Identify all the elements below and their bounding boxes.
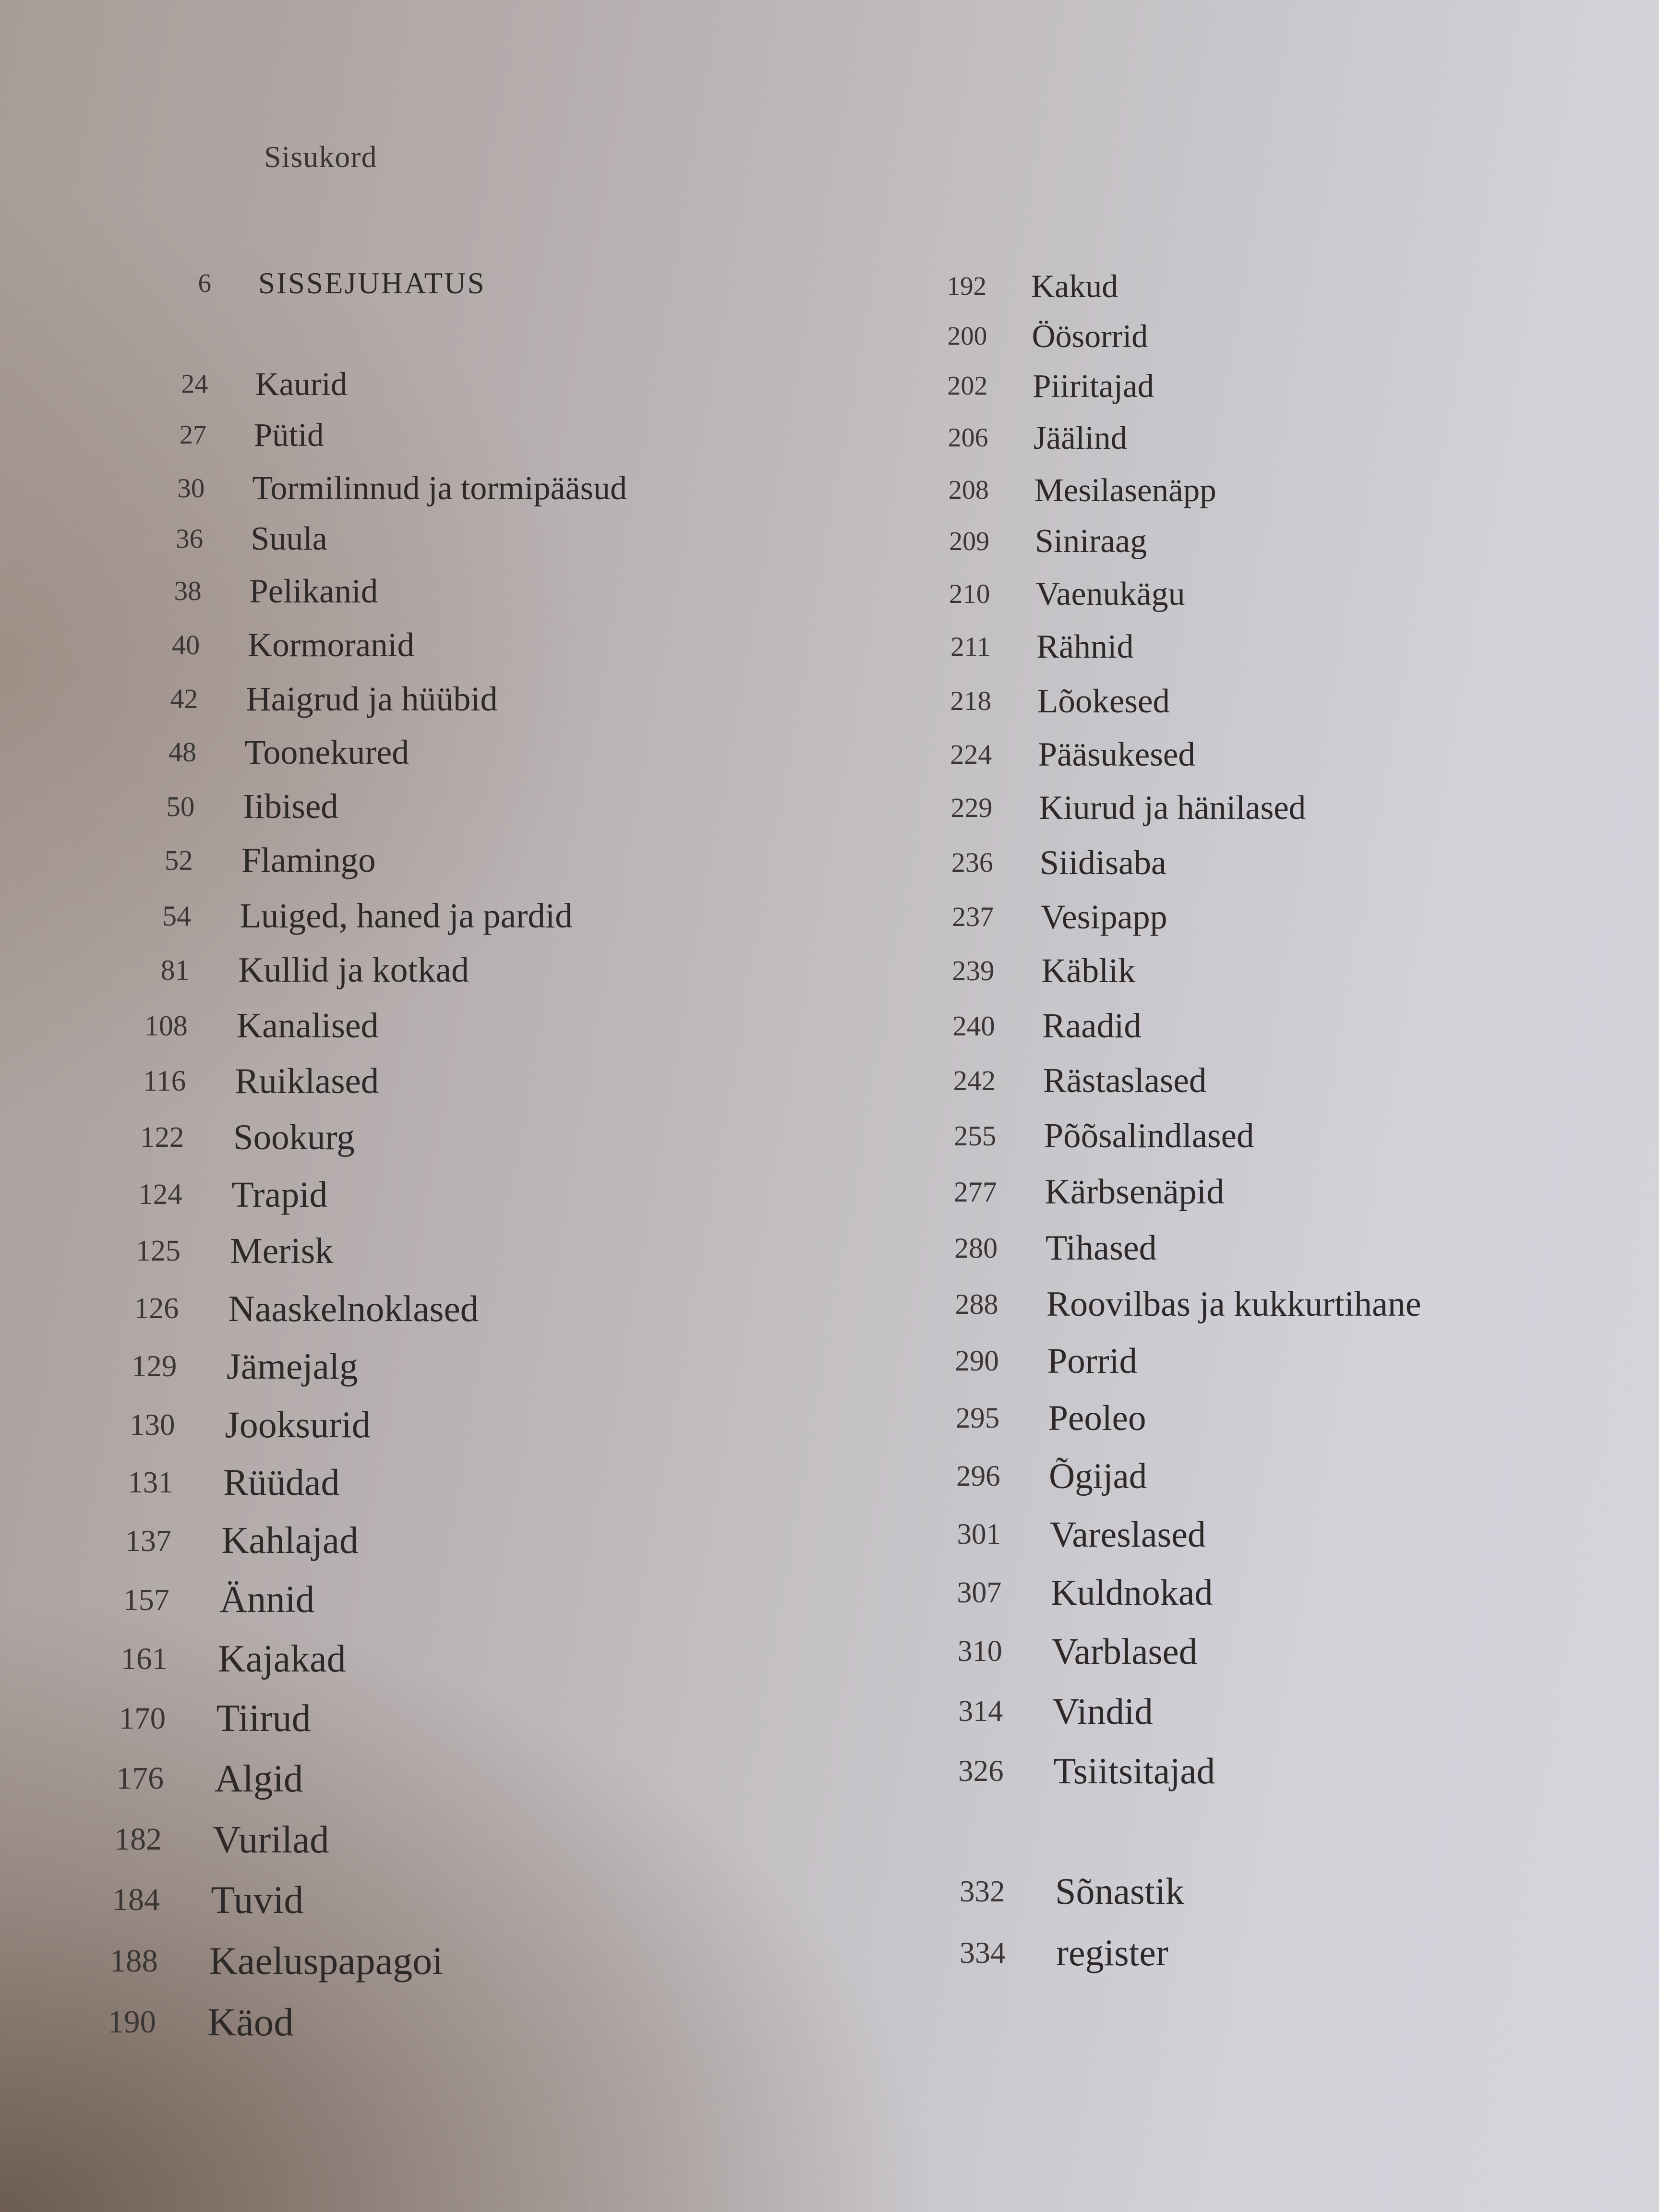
- toc-entry: [0, 1870, 1659, 1913]
- toc-entry: [0, 949, 1659, 992]
- toc-page-number: 307: [957, 1576, 1002, 1609]
- toc-page-number: 326: [958, 1754, 1004, 1788]
- toc-page-number: 24: [181, 369, 208, 399]
- toc-entry: [0, 364, 1659, 408]
- toc-page-number: 108: [144, 1010, 188, 1042]
- toc-entry: [0, 469, 1659, 512]
- toc-entry-title: Öösorrid: [1032, 318, 1148, 354]
- toc-entry-title: Siidisaba: [1039, 843, 1166, 882]
- toc-page-number: 237: [952, 901, 994, 932]
- toc-entry-title: Varblased: [1051, 1631, 1198, 1672]
- toc-page-number: 30: [177, 473, 205, 504]
- toc-entry-title: Roovilbas ja kukkurtihane: [1046, 1285, 1421, 1324]
- toc-entry: [0, 1818, 1659, 1861]
- toc-page-number: 240: [952, 1010, 995, 1042]
- toc-page-number: 50: [166, 791, 195, 822]
- toc-entry-title: Tiirud: [216, 1697, 311, 1740]
- toc-page-number: 229: [950, 792, 993, 823]
- toc-entry-title: Naaskelnoklased: [228, 1288, 479, 1329]
- toc-entry-title: Vurilad: [213, 1818, 329, 1861]
- toc-entry-title: Põõsalindlased: [1044, 1116, 1254, 1155]
- toc-page-number: 295: [955, 1402, 1000, 1434]
- toc-entry-title: SISSEJUHATUS: [258, 266, 486, 300]
- toc-entry-title: Kakud: [1031, 268, 1118, 304]
- toc-entry-title: Vareslased: [1049, 1515, 1206, 1555]
- toc-entry-title: Pelikanid: [249, 573, 378, 610]
- toc-page-number: 6: [198, 268, 211, 298]
- toc-page-number: 38: [174, 576, 202, 606]
- toc-entry-title: Kanalised: [236, 1006, 379, 1046]
- toc-page-number: 130: [130, 1408, 175, 1442]
- toc-page-number: 122: [140, 1121, 184, 1154]
- toc-entry-title: Käod: [207, 2000, 294, 2044]
- toc-page-number: 277: [953, 1176, 997, 1208]
- toc-entry-title: Kärbsenäpid: [1045, 1172, 1225, 1212]
- toc-entry-title: Ännid: [219, 1579, 315, 1621]
- toc-entry: [0, 1059, 1659, 1102]
- toc-entry-title: Vaenukägu: [1035, 576, 1185, 613]
- toc-page-number: 334: [960, 1936, 1006, 1970]
- toc-entry-title: Luiged, haned ja pardid: [240, 896, 573, 935]
- toc-entry-title: Pütid: [253, 417, 324, 453]
- toc-entry: [0, 895, 1659, 938]
- toc-entry-title: Merisk: [230, 1231, 334, 1271]
- toc-entry: [0, 314, 1659, 358]
- toc-entry-title: Tormilinnud ja tormipääsud: [252, 470, 627, 507]
- toc-entry-title: Rüüdad: [223, 1461, 340, 1503]
- toc-entry: [0, 1004, 1659, 1047]
- toc-entry-title: register: [1056, 1932, 1168, 1973]
- toc-entry-title: Pääsukesed: [1038, 736, 1195, 773]
- toc-entry: [0, 1114, 1659, 1157]
- toc-page-number: 296: [956, 1460, 1000, 1492]
- toc-page-number: 137: [125, 1524, 171, 1558]
- toc-page-number: 176: [116, 1761, 164, 1796]
- toc-page-number: 255: [953, 1120, 997, 1152]
- toc-entry-title: Porrid: [1047, 1341, 1138, 1381]
- toc-entry: [0, 520, 1659, 563]
- toc-entry-title: Kajakad: [218, 1638, 346, 1680]
- toc-entry: [0, 416, 1659, 459]
- toc-entry-title: Vesipapp: [1040, 898, 1167, 936]
- toc-entry-title: Sõnastik: [1055, 1870, 1184, 1912]
- toc-page-number: 161: [120, 1642, 168, 1676]
- toc-page-number: 36: [176, 524, 204, 554]
- toc-entry: [0, 733, 1659, 776]
- toc-page-number: 129: [131, 1349, 177, 1383]
- toc-entry-title: Kormoranid: [247, 626, 414, 664]
- toc-page-number: 124: [138, 1178, 182, 1211]
- toc-entry-title: Kahlajad: [221, 1520, 359, 1562]
- toc-entry: [0, 1397, 1659, 1440]
- toc-page-number: 332: [960, 1875, 1005, 1908]
- toc-entry: [0, 2000, 1659, 2044]
- toc-page-number: 42: [170, 683, 198, 714]
- toc-entry-title: Siniraag: [1034, 523, 1147, 560]
- toc-page-number: 182: [114, 1822, 162, 1857]
- toc-entry-title: Kiurud ja hänilased: [1039, 789, 1306, 827]
- toc-entry-title: Käblik: [1041, 951, 1136, 990]
- toc-page-number: 236: [951, 847, 993, 878]
- toc-page-number: 290: [955, 1345, 999, 1377]
- toc-entry: [0, 1455, 1659, 1498]
- toc-entry-title: Tihased: [1046, 1228, 1157, 1268]
- toc-entry: [0, 625, 1659, 669]
- toc-entry: [0, 1340, 1659, 1383]
- toc-entry-title: Õgijad: [1049, 1456, 1147, 1496]
- toc-page-number: 224: [950, 739, 992, 770]
- toc-entry-title: Rähnid: [1036, 628, 1134, 665]
- toc-page-number: 218: [950, 686, 991, 716]
- toc-entry-title: Jämejalg: [226, 1346, 358, 1387]
- toc-entry-title: Tuvid: [211, 1878, 304, 1922]
- toc-page-number: 242: [953, 1065, 996, 1096]
- toc-page-number: 131: [128, 1466, 173, 1499]
- toc-entry-title: Rästaslased: [1043, 1061, 1207, 1100]
- toc-page-number: 202: [947, 371, 988, 401]
- toc-entry-title: Sookurg: [233, 1118, 355, 1157]
- toc-entry-title: Haigrud ja hüübid: [246, 680, 498, 718]
- toc-entry-title: Vindid: [1052, 1691, 1153, 1732]
- toc-entry: [0, 1749, 1659, 1792]
- toc-page-number: 184: [112, 1882, 160, 1917]
- toc-page-number: 239: [951, 955, 995, 986]
- toc-entry: [0, 680, 1659, 723]
- toc-entry-title: Toonekured: [244, 733, 409, 771]
- toc-entry: [0, 786, 1659, 830]
- toc-entry: [0, 1170, 1659, 1214]
- toc-entry: [0, 1513, 1659, 1556]
- toc-page-number: 288: [955, 1288, 998, 1320]
- toc-page-number: 54: [162, 900, 192, 932]
- toc-page-number: 81: [160, 954, 190, 986]
- toc-entry: [0, 1931, 1659, 1974]
- toc-entry-title: Flamingo: [241, 841, 376, 879]
- toc-entry-title: Lõokesed: [1037, 683, 1170, 720]
- toc-entry: [0, 573, 1659, 616]
- toc-page-number: 116: [143, 1065, 186, 1097]
- toc-entry-title: Trapid: [231, 1175, 328, 1215]
- toc-page-number: 125: [136, 1235, 180, 1267]
- toc-page-number: 40: [172, 629, 200, 661]
- toc-entry: [0, 264, 1659, 308]
- toc-entry-title: Kaurid: [255, 366, 348, 402]
- toc-entry-title: Mesilasenäpp: [1034, 472, 1216, 508]
- toc-entry: [0, 1226, 1659, 1270]
- toc-entry-title: Tsiitsitajad: [1053, 1750, 1215, 1791]
- toc-page-number: 190: [108, 2004, 156, 2040]
- toc-page-number: 208: [948, 475, 989, 505]
- toc-entry: [0, 1283, 1659, 1326]
- toc-entry-title: Kuldnokad: [1050, 1573, 1213, 1613]
- toc-entry-title: Jooksurid: [225, 1404, 371, 1445]
- toc-page-number: 310: [957, 1635, 1002, 1668]
- toc-entry-title: Jäälind: [1033, 420, 1128, 456]
- toc-page-number: 200: [947, 321, 987, 350]
- toc-entry-title: Algid: [214, 1757, 303, 1800]
- toc-page-number: 301: [957, 1518, 1001, 1551]
- toc-page-number: 170: [119, 1701, 166, 1736]
- toc-entry: [0, 841, 1659, 884]
- toc-page-number: 280: [954, 1232, 998, 1264]
- toc-page-number: 206: [948, 423, 988, 453]
- toc-entry-title: Kaeluspapagoi: [209, 1939, 443, 1983]
- toc-page-number: 157: [123, 1583, 169, 1617]
- toc-page-number: 192: [947, 271, 986, 301]
- toc-entry-title: Peoleo: [1048, 1398, 1146, 1438]
- toc-page-number: 209: [949, 527, 990, 556]
- toc-entry-title: Kullid ja kotkad: [238, 950, 469, 990]
- toc-entry-title: Suula: [251, 520, 327, 557]
- toc-page-number: 188: [109, 1943, 158, 1979]
- toc-page-number: 52: [164, 844, 193, 876]
- toc-page-number: 210: [949, 579, 990, 609]
- toc-entry-title: Ruiklased: [235, 1061, 379, 1101]
- toc-entry: [0, 1690, 1659, 1733]
- toc-page-number: 27: [179, 420, 206, 450]
- toc-entry: [0, 1630, 1659, 1673]
- toc-entry-title: Raadid: [1042, 1006, 1142, 1045]
- toc-entry-title: Piiritajad: [1033, 368, 1154, 404]
- toc-page-number: 48: [168, 736, 196, 768]
- toc-entry-title: Iibised: [243, 787, 338, 826]
- toc-page-number: 211: [950, 632, 991, 662]
- toc-entry: [0, 1571, 1659, 1614]
- toc-page-number: 314: [958, 1695, 1003, 1728]
- page-heading: Sisukord: [264, 140, 377, 174]
- toc-page-number: 126: [134, 1292, 179, 1325]
